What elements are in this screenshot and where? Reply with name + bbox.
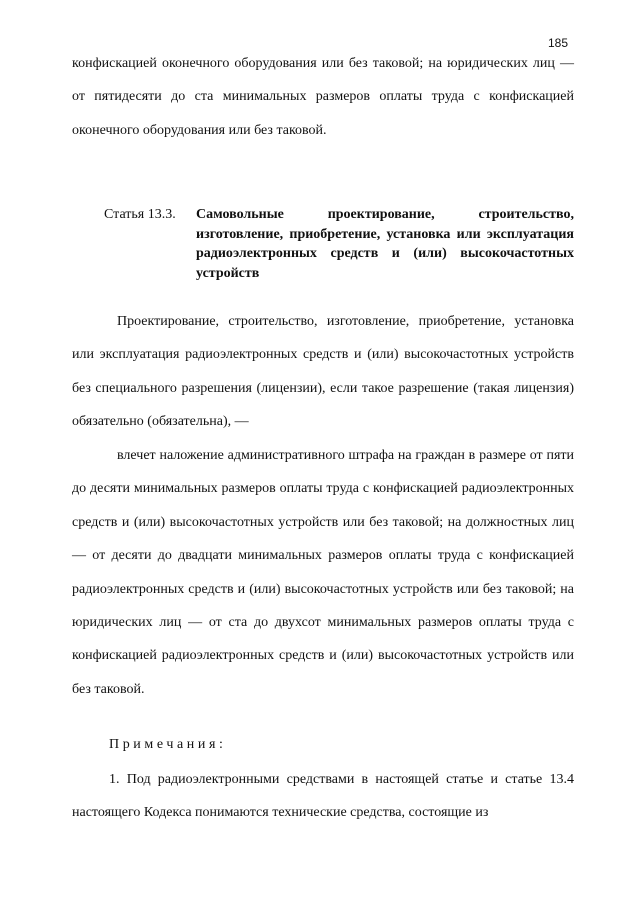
article-heading	[104, 205, 574, 283]
note-item: 1. Под радиоэлектронными средствами в настоящей статье и статье 13.4 настоящего Кодекса понимаются технические средства, состоящие из	[72, 772, 574, 821]
article-number: Статья 13.3.	[104, 207, 176, 222]
notes-heading: Примечания:	[109, 737, 227, 752]
page-number: 185	[548, 36, 569, 50]
previous-article-continuation: конфискацией оконечного оборудования или без таковой; на юридических лиц — от пятидесяти до ста минимальных размеров оплаты труда с конфискацией оконечного оборудования или без таковой.	[72, 56, 574, 138]
article-title: Самовольные проектирование, строительство, изготовление, приобретение, установка или эксплуатация радиоэлектронных средств и (или) высокочастотных устройств	[196, 207, 574, 281]
article-disposition: Проектирование, строительство, изготовление, приобретение, установка или эксплуатация радиоэлектронных средств и (или) высокочастотных устройств без специального разрешения (лицензии), если такое разрешение (такая лицензия) обязательно (обязательна), —	[72, 314, 574, 430]
article-sanction: влечет наложение административного штрафа на граждан в размере от пяти до десяти минимальных размеров оплаты труда с конфискацией радиоэлектронных средств и (или) высокочастотных устройств или без таковой; на должностных лиц — от десяти до двадцати минимальных размеров оплаты труда с конфискацией радиоэлектронных средств и (или) высокочастотных устройств или без таковой; на юридических лиц — от ста до двухсот минимальных размеров оплаты труда с конфискацией радиоэлектронных средств и (или) высокочастотных устройств или без таковой.	[72, 448, 574, 697]
